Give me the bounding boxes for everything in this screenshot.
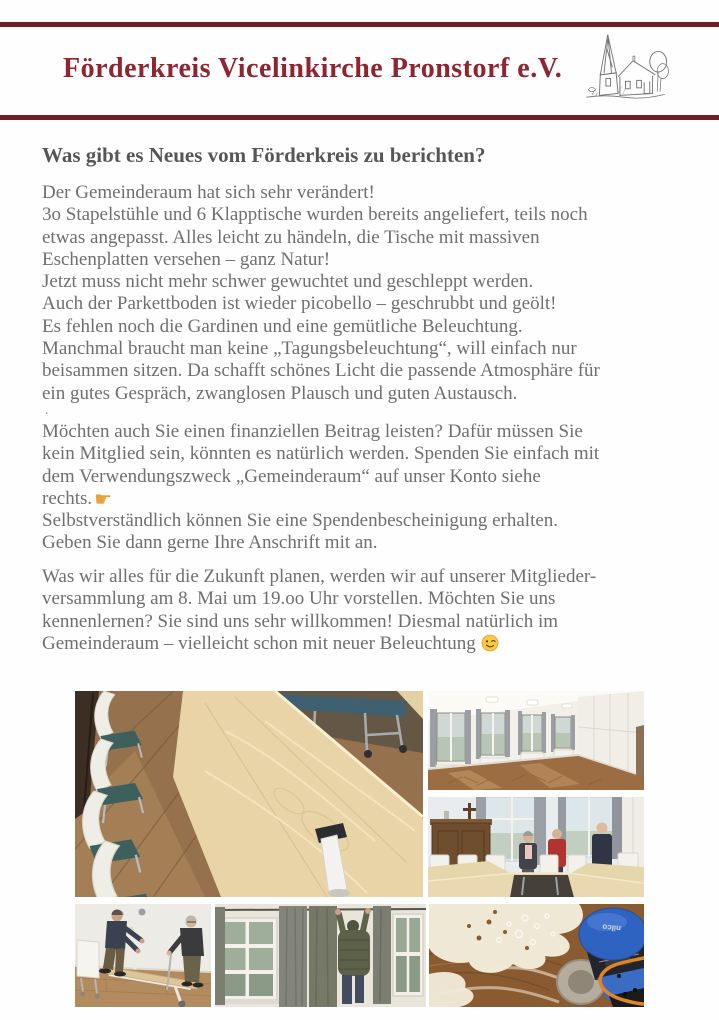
paragraph-future-plans: [42, 566, 596, 655]
ash-table-illustration: [75, 691, 423, 897]
text-line: beisammen sitzen. Da schafft schönes Licht die passende Atmosphäre für: [42, 360, 600, 382]
text-line: Manchmal braucht man keine „Tagungsbeleuchtung“, will einfach nur: [42, 338, 577, 360]
moving-table-illustration: [75, 904, 211, 1007]
text-line: Geben Sie dann gerne Ihre Anschrift mit an.: [42, 532, 378, 554]
last-line-text: Gemeinderaum – vielleicht schon mit neuer Beleuchtung: [42, 632, 476, 654]
text-line: Was wir alles für die Zukunft planen, werden wir auf unserer Mitglieder-: [42, 566, 597, 587]
text-line: kein Mitglied sein, könnten es natürlich werden. Spenden Sie einfach mit: [42, 443, 600, 465]
text-line: Möchten auch Sie einen finanziellen Beitrag leisten? Dafür müssen Sie: [42, 421, 583, 442]
text-line-wink: [42, 633, 596, 655]
text-line-rechts: [42, 488, 599, 510]
stray-period: .: [45, 403, 49, 418]
text-line: ein gutes Gespräch, zwanglosen Plausch und guten Austausch.: [42, 382, 518, 404]
text-line: Selbstverständlich können Sie eine Spendenbescheinigung erhalten.: [42, 510, 559, 532]
header-bottom-rule: [0, 115, 719, 120]
photo-hanging-curtains: [215, 904, 426, 1007]
paragraph-donation: [42, 421, 599, 555]
text-line: dem Verwendungszweck „Gemeinderaum“ auf unser Konto siehe: [42, 465, 541, 487]
section-heading: Was gibt es Neues vom Förderkreis zu berichten?: [42, 143, 486, 167]
text-line: 3o Stapelstühle und 6 Klapptische wurden bereits angeliefert, teils noch: [42, 204, 588, 226]
wink-emoji: [481, 634, 499, 652]
rechts-text: rechts.: [42, 487, 93, 509]
photo-empty-room: [428, 691, 644, 790]
text-line: Auch der Parkettboden ist wieder picobello – geschrubbt und geölt!: [42, 293, 557, 315]
machine-brand-label: nilco: [601, 922, 622, 933]
pointing-right-emoji: ☛: [94, 486, 113, 511]
page-title: Förderkreis Vicelinkirche Pronstorf e.V.: [63, 53, 563, 84]
floor-machine-illustration: [429, 904, 644, 1007]
curtain-hanging-illustration: [215, 904, 426, 1007]
text-line: versammlung am 8. Mai um 19.oo Uhr vorstellen. Möchten Sie uns: [42, 588, 556, 610]
text-line: Der Gemeinderaum hat sich sehr verändert!: [42, 182, 375, 203]
header-top-rule: [0, 22, 719, 27]
photo-ash-table-and-chairs: [75, 691, 423, 897]
text-line: Jetzt muss nicht mehr schwer gewuchtet und geschleppt werden.: [42, 271, 534, 293]
photo-three-men-tables: [428, 797, 644, 897]
text-line: Eschenplatten versehen – ganz Natur!: [42, 248, 331, 270]
text-line: etwas angepasst. Alles leicht zu händeln, die Tische mit massiven: [42, 226, 540, 248]
three-men-illustration: [428, 797, 644, 897]
paragraph-room-update: [42, 182, 600, 405]
text-line: Es fehlen noch die Gardinen und eine gemütliche Beleuchtung.: [42, 315, 523, 337]
photo-collage: [75, 691, 644, 1007]
text-line: kennenlernen? Sie sind uns sehr willkommen! Diesmal natürlich im: [42, 610, 559, 632]
empty-room-illustration: [428, 691, 644, 790]
photo-men-moving-table: [75, 904, 211, 1007]
church-sketch-icon: [578, 30, 673, 114]
photo-floor-machine: [429, 904, 644, 1007]
